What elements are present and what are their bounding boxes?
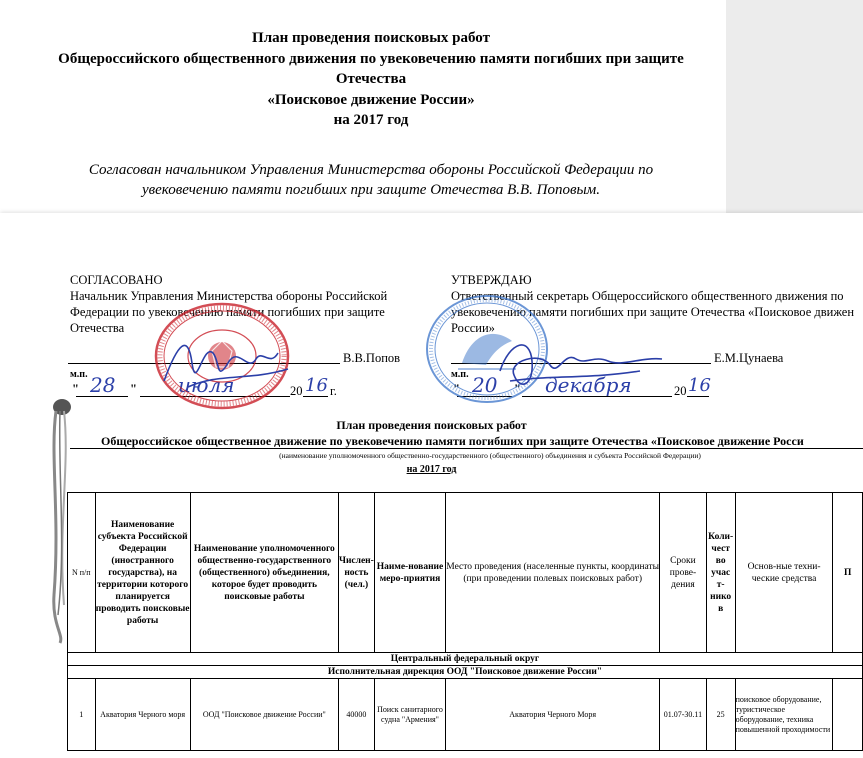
year-suffix-left: г. xyxy=(330,384,337,398)
approval-left-heading: СОГЛАСОВАНО xyxy=(70,273,163,287)
header-dates: Сроки прове-дения xyxy=(660,493,707,653)
approval-right-line-3: России» xyxy=(451,321,495,335)
handwritten-day-left: 28 xyxy=(90,373,116,397)
approval-right-heading: УТВЕРЖДАЮ xyxy=(451,273,532,287)
cell-number: 1 xyxy=(68,679,96,751)
approval-left-line-2: Федерации по увековечению памяти погибших при защите xyxy=(70,305,385,319)
plan-table xyxy=(67,492,863,751)
approval-left-line-1: Начальник Управления Министерства обороны Российской xyxy=(70,289,388,303)
header-number: N п/п xyxy=(68,493,96,653)
header-truncated: П xyxy=(833,493,863,653)
table-row xyxy=(68,679,863,751)
signer-left: В.В.Попов xyxy=(343,351,401,365)
handwritten-year-right: 16 xyxy=(688,375,711,396)
cell-equipment: поисковое оборудование, туристическое оборудование, техника повышенной проходимости xyxy=(735,679,833,751)
title-line-1: План проведения поисковых работ xyxy=(252,30,490,46)
title-line-4: «Поисковое движение России» xyxy=(267,91,475,108)
table-header-row xyxy=(68,493,863,653)
cell-organization: ООД "Поисковое движение России" xyxy=(190,679,338,751)
handwritten-year-left: 16 xyxy=(305,375,328,396)
date-year-line-right xyxy=(687,396,709,397)
year-prefix-right: 20 xyxy=(674,384,687,398)
title-line-2: Общероссийского общественного движения по увековечению памяти погибших при защите xyxy=(58,50,684,67)
plan-year: на 2017 год xyxy=(406,464,457,475)
header-subject: Наименование субъекта Российской Федерации (иностранного государства), на территории которого планируется проводить поисковые работы xyxy=(95,493,190,653)
handwritten-month-left: июля xyxy=(178,373,235,397)
document-title xyxy=(0,28,742,131)
cell-event: Поиск санитарного судна "Армения" xyxy=(374,679,445,751)
header-event: Наиме-нование меро-приятия xyxy=(374,493,445,653)
header-location: Место проведения (населенные пункты, координаты (при проведении полевых поисковых работ) xyxy=(446,493,660,653)
table-region-row xyxy=(68,653,863,666)
header-equipment: Основ-ные техни-ческие средства xyxy=(735,493,833,653)
signature-left xyxy=(158,323,298,403)
plan-title: План проведения поисковых работ xyxy=(336,418,527,432)
cell-extra xyxy=(833,679,863,751)
cell-count: 40000 xyxy=(338,679,374,751)
quote-close-left: " xyxy=(130,382,137,396)
title-line-5: на 2017 год xyxy=(333,112,409,128)
year-prefix-left: 20 xyxy=(290,384,303,398)
cell-subject: Акватория Черного моря xyxy=(95,679,190,751)
table-directorate-row xyxy=(68,666,863,679)
quote-open-left: " xyxy=(72,382,79,396)
agreed-line-1: Согласован начальником Управления Министерства обороны Российской Федерации по xyxy=(88,162,654,178)
date-year-line-left xyxy=(303,396,328,397)
plan-note: (наименование уполномоченного общественно-государственного (общественного) объединения и субъекта Российской Федерации) xyxy=(279,451,701,460)
handwritten-month-right: декабря xyxy=(545,373,632,397)
agreed-line-2: увековечению памяти погибших при защите Отечества В.В. Поповым. xyxy=(141,182,601,198)
mp-left: м.п. xyxy=(70,369,88,380)
handwritten-day-right: 20 xyxy=(472,373,498,397)
header-count: Числен-ность (чел.) xyxy=(338,493,374,653)
directorate-cell: Исполнительная дирекция ООД "Поисковое движение России" xyxy=(68,666,863,679)
cell-participants: 25 xyxy=(706,679,735,751)
signer-right: Е.М.Цунаева xyxy=(714,351,784,365)
signature-right xyxy=(490,331,670,401)
cell-location: Акватория Черного Моря xyxy=(446,679,660,751)
subtitle-underline xyxy=(70,448,863,449)
region-cell: Центральный федеральный округ xyxy=(68,653,863,666)
approval-right-line-1: Ответственный секретарь Общероссийского общественного движения по xyxy=(451,289,844,303)
header-organization: Наименование уполномоченного общественно-государственного (общественного) объединения, которое будет проводить поисковые работы xyxy=(190,493,338,653)
approval-left-line-3: Отечества xyxy=(70,321,125,335)
quote-close-right: " xyxy=(514,382,521,396)
approval-right-line-2: увековечению памяти погибших при защите Отечества «Поисковое движен xyxy=(451,305,855,319)
header-participants: Коли-чест во учас т-нико в xyxy=(706,493,735,653)
agreed-statement xyxy=(30,160,712,200)
plan-subtitle: Общероссийское общественное движение по увековечению памяти погибших при защите Отечества «Поисковое движение Росси xyxy=(101,434,804,448)
title-line-3: Отечества xyxy=(335,71,407,87)
quote-open-right: " xyxy=(453,382,460,396)
cell-dates: 01.07-30.11 xyxy=(660,679,707,751)
mp-right: м.п. xyxy=(451,369,469,380)
